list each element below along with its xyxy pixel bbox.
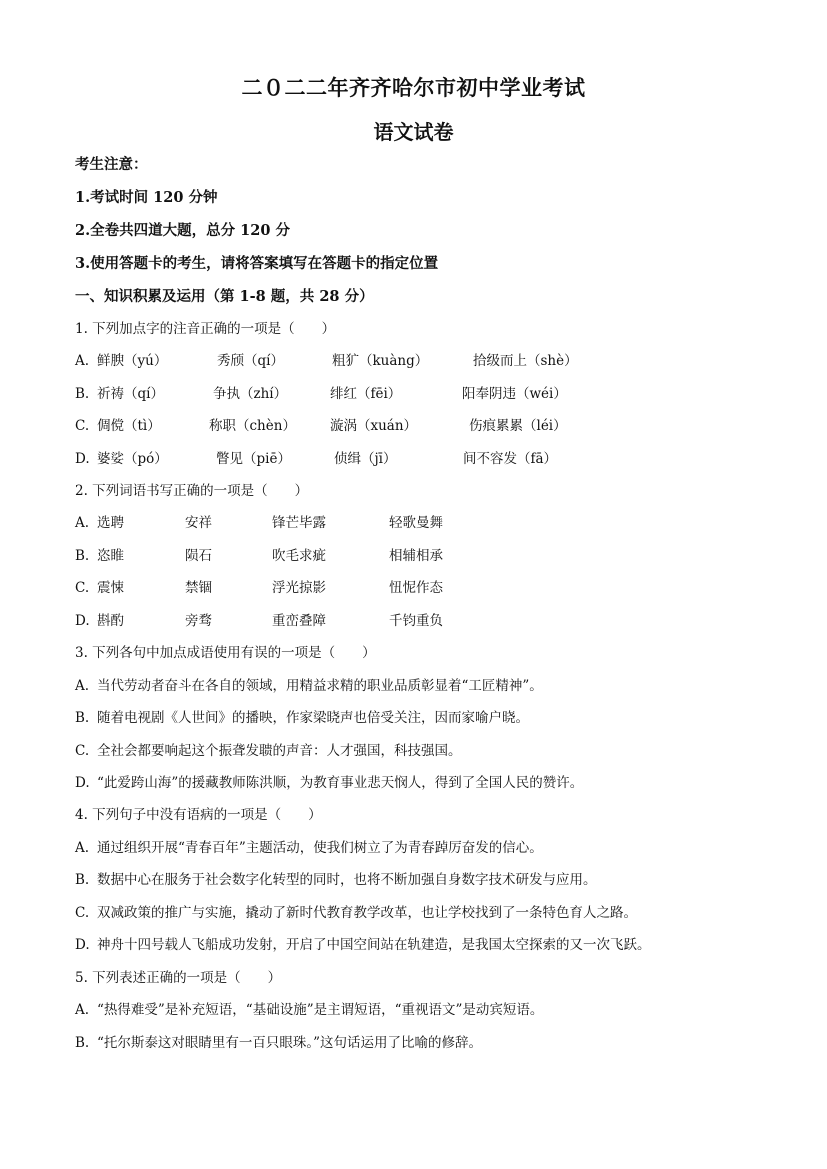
option-item: 恣睢 [97,548,124,564]
option-item: 忸怩作态 [389,580,443,596]
option-label: B. [75,548,90,564]
option-label: B. [75,386,90,402]
option-item: 粗犷（kuàng） [332,353,429,369]
option-item: 重峦叠障 [272,613,326,629]
option-item: 选聘 [97,515,124,531]
option-row [75,677,543,695]
section-heading: 一、知识积累及运用（第 1-8 题，共 28 分） [75,288,374,305]
option-item: 锋芒毕露 [272,515,326,531]
option-item: 陨石 [185,548,212,564]
option-text: 随着电视剧《人世间》的播映，作家梁晓声也倍受关注，因而家喻户晓。 [97,710,529,726]
option-row [75,904,637,922]
notice-item: 2.全卷共四道大题，总分 120 分 [75,222,290,239]
option-item: 祈祷（qí） [97,386,164,402]
option-label: C. [75,905,90,921]
option-text: 神舟十四号载人飞船成功发射，开启了中国空间站在轨建造，是我国太空探索的又一次飞跃。 [97,937,651,953]
option-label: D. [75,613,90,629]
option-label: C. [75,418,90,434]
option-label: A. [75,1002,90,1018]
option-row [75,936,651,954]
question-stem: 1. 下列加点字的注音正确的一项是（ ） [75,321,336,337]
option-label: B. [75,1035,90,1051]
question-stem: 3. 下列各句中加点成语使用有误的一项是（ ） [75,645,376,661]
option-item: 倜傥（tì） [97,418,161,434]
option-row [75,871,597,889]
option-label: A. [75,515,90,531]
option-item: 阳奉阴违（wéi） [462,386,567,402]
option-item: 称职（chèn） [209,418,296,434]
option-text: “此爱跨山海”的援藏教师陈洪顺，为教育事业悲天悯人，得到了全国人民的赞许。 [97,775,584,791]
option-label: C. [75,580,90,596]
exam-subtitle: 语文试卷 [373,120,454,144]
option-item: 旁骛 [185,613,212,629]
option-item: 千钧重负 [389,613,443,629]
option-item: 秀颀（qí） [217,353,284,369]
notice-item: 1.考试时间 120 分钟 [75,189,218,206]
option-label: B. [75,872,90,888]
option-row [75,742,462,760]
option-item: 鲜腴（yú） [97,353,168,369]
option-item: 间不容发（fā） [463,451,558,467]
question-stem: 2. 下列词语书写正确的一项是（ ） [75,483,309,499]
question-stem: 5. 下列表述正确的一项是（ ） [75,970,282,986]
option-label: A. [75,840,90,856]
option-text: “托尔斯泰这对眼睛里有一百只眼珠。”这句话运用了比喻的修辞。 [97,1035,483,1051]
option-item: 绯红（fēi） [330,386,402,402]
exam-title: 二０二二年齐齐哈尔市初中学业考试 [241,75,586,100]
option-item: 斟酌 [97,613,124,629]
option-item: 浮光掠影 [272,580,326,596]
option-row [75,774,583,792]
option-item: 漩涡（xuán） [330,418,418,434]
option-item: 禁锢 [185,580,212,596]
option-text: “热得难受”是补充短语，“基础设施”是主谓短语，“重视语文”是动宾短语。 [97,1002,544,1018]
option-item: 侦缉（jī） [334,451,397,467]
option-row [75,839,543,857]
option-row [75,709,529,727]
option-label: B. [75,710,90,726]
option-item: 婆娑（pó） [97,451,168,467]
option-label: D. [75,937,90,953]
option-item: 相辅相承 [389,548,443,564]
option-text: 通过组织开展“青春百年”主题活动，使我们树立了为青春踔厉奋发的信心。 [97,840,543,856]
notice-heading: 考生注意： [75,156,148,173]
option-item: 轻歌曼舞 [389,515,443,531]
option-text: 当代劳动者奋斗在各自的领域，用精益求精的职业品质彰显着“工匠精神”。 [97,678,543,694]
notice-item: 3.使用答题卡的考生，请将答案填写在答题卡的指定位置 [75,255,439,272]
question-stem: 4. 下列句子中没有语病的一项是（ ） [75,807,322,823]
option-text: 数据中心在服务于社会数字化转型的同时，也将不断加强自身数字技术研发与应用。 [97,872,597,888]
option-label: A. [75,678,90,694]
option-text: 全社会都要响起这个振聋发聩的声音：人才强国，科技强国。 [97,743,462,759]
option-item: 瞥见（piē） [216,451,291,467]
option-text: 双减政策的推广与实施，撬动了新时代教育教学改革，也让学校找到了一条特色育人之路。 [97,905,637,921]
option-item: 争执（zhí） [213,386,288,402]
option-item: 吹毛求疵 [272,548,326,564]
option-row [75,1001,543,1019]
option-label: C. [75,743,90,759]
option-item: 拾级而上（shè） [473,353,578,369]
option-item: 震悚 [97,580,124,596]
option-row [75,1034,482,1052]
option-label: D. [75,775,90,791]
option-label: D. [75,451,90,467]
option-item: 安祥 [185,515,212,531]
option-label: A. [75,353,90,369]
option-item: 伤痕累累（léi） [469,418,567,434]
